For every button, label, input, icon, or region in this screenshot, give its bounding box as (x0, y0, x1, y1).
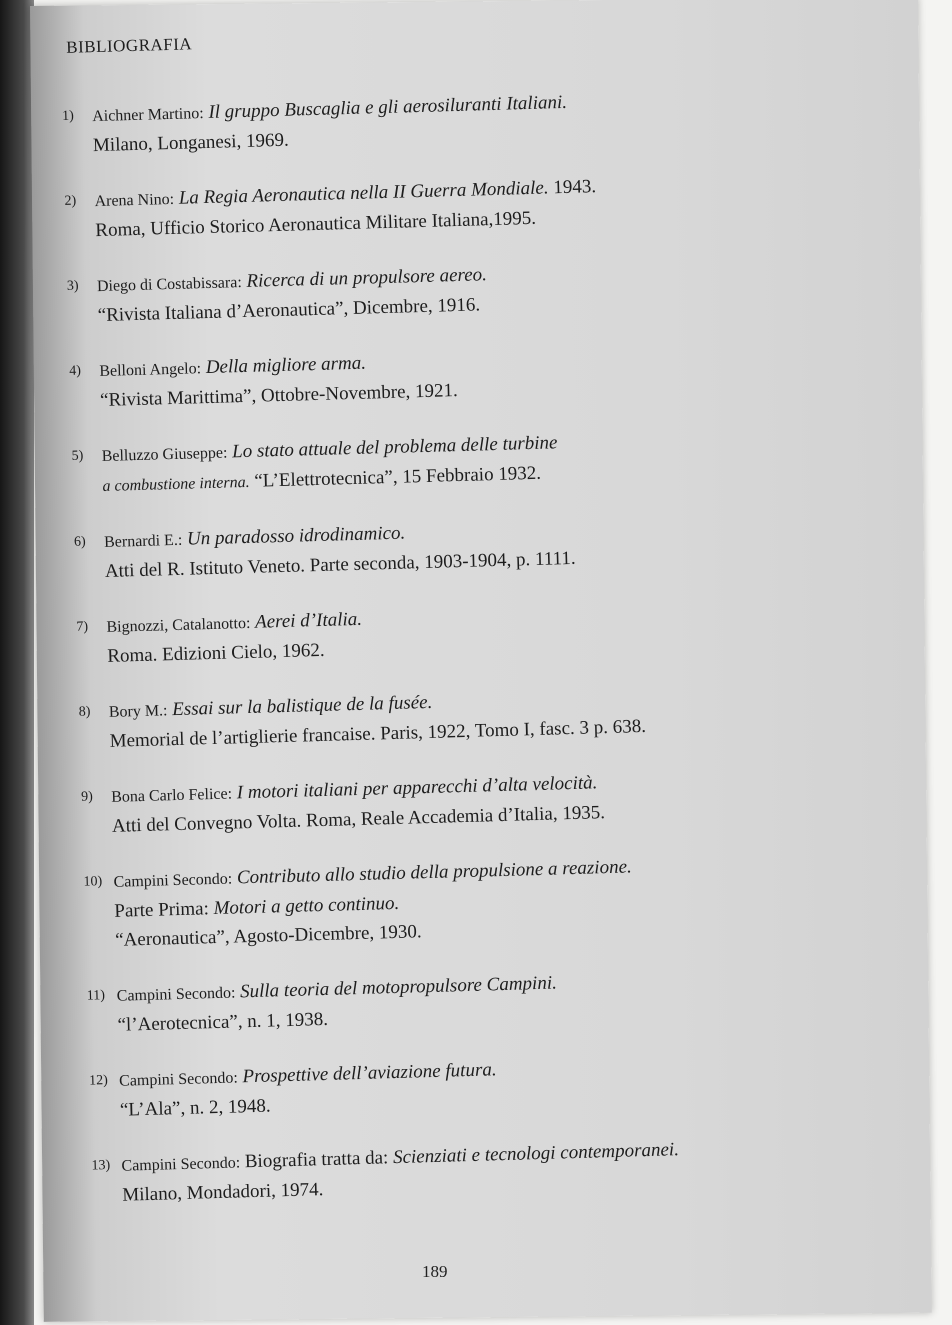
reference-author: Aichner Martino: (91, 105, 204, 126)
reference-item (91, 1129, 912, 1211)
reference-part: Parte Prima: (114, 898, 214, 922)
reference-title: Aerei d’Italia. (254, 608, 363, 633)
reference-item (71, 419, 892, 502)
reference-publication: “L’Ala”, n. 2, 1948. (119, 1095, 271, 1121)
reference-year: 1943. (548, 176, 597, 199)
reference-publication: Milano, Longanesi, 1969. (92, 129, 290, 157)
reference-item (86, 959, 907, 1041)
reference-title: Il gruppo Buscaglia e gli aerosiluranti Italiani. (208, 91, 568, 123)
reference-number: 5) (71, 448, 84, 464)
reference-title: Scienziati e tecnologi contemporanei. (392, 1139, 680, 1169)
reference-number: 1) (61, 108, 75, 124)
reference-title: Prospettive dell’aviazione futura. (242, 1059, 497, 1088)
reference-publication: Atti del R. Istituto Veneto. Parte seconda, 1903-1904, p. 1111. (104, 547, 576, 582)
reference-number: 11) (86, 988, 106, 1004)
reference-number: 3) (66, 278, 79, 294)
reference-author: Arena Nino: (94, 190, 175, 211)
reference-number: 12) (88, 1073, 109, 1089)
reference-author: Bignozzi, Catalanotto: (106, 614, 251, 636)
reference-publication: “Rivista Italiana d’Aeronautica”, Dicembre, 1916. (97, 294, 481, 327)
scan-shadow-edge (0, 0, 34, 1325)
section-heading: BIBLIOGRAFIA (65, 34, 193, 57)
reference-title-continued: a combustione interna. (102, 473, 250, 495)
reference-publication: Memorial de l’artiglierie francaise. Paris, 1922, Tomo I, fasc. 3 p. 638. (109, 715, 647, 752)
reference-item (81, 760, 902, 842)
reference-publication: “L’Elettrotecnica”, 15 Febbraio 1932. (249, 462, 542, 492)
reference-publication: Roma. Edizioni Cielo, 1962. (106, 639, 325, 667)
reference-item (89, 1044, 910, 1126)
reference-author: Bory M.: (108, 702, 168, 721)
reference-item (78, 675, 899, 757)
reference-title: Contributo allo studio della propulsione a reazione. (236, 856, 633, 889)
reference-number: 6) (73, 534, 86, 550)
reference-item (62, 79, 883, 161)
reference-publication: Roma, Ufficio Storico Aeronautica Militare Italiana,1995. (95, 207, 537, 242)
reference-item (64, 164, 885, 246)
reference-title: La Regia Aeronautica nella II Guerra Mondiale. (178, 177, 549, 209)
reference-author: Campini Secondo: (116, 984, 236, 1005)
reference-title: Ricerca di un propulsore aereo. (246, 264, 488, 292)
reference-publication: Milano, Mondadori, 1974. (122, 1179, 324, 1206)
bibliography-section (60, 15, 913, 1236)
page-number: 189 (422, 1262, 448, 1281)
reference-number: 9) (80, 789, 94, 805)
reference-author: Bernardi E.: (103, 531, 183, 551)
reference-number: 10) (83, 874, 103, 890)
reference-number: 4) (69, 363, 82, 379)
reference-publication: Atti del Convegno Volta. Roma, Reale Accademia d’Italia, 1935. (111, 802, 606, 837)
reference-item (69, 334, 890, 416)
reference-source-label: Biografia tratta da: (244, 1147, 394, 1173)
reference-publication: “l’Aerotecnica”, n. 1, 1938. (117, 1008, 329, 1036)
reference-number: 13) (91, 1158, 111, 1174)
reference-title: I motori italiani per apparecchi d’alta velocità. (236, 772, 598, 804)
reference-title: Essai sur la balistique de la fusée. (171, 691, 433, 721)
reference-item (76, 590, 897, 672)
reference-title: Della migliore arma. (205, 352, 367, 379)
reference-author: Bona Carlo Felice: (110, 785, 233, 806)
reference-author: Campini Secondo: (118, 1069, 238, 1090)
reference-number: 2) (64, 193, 77, 209)
reference-author: Belloni Angelo: (99, 360, 202, 381)
reference-title: Un paradosso idrodinamico. (186, 522, 406, 550)
reference-author: Belluzzo Giuseppe: (101, 444, 228, 465)
reference-title: Lo stato attuale del problema delle turbine (231, 432, 558, 463)
reference-number: 8) (78, 704, 91, 720)
reference-item (83, 845, 905, 956)
reference-subtitle: Motori a getto continuo. (213, 892, 400, 920)
reference-item (74, 505, 895, 587)
reference-publication: “Rivista Marittima”, Ottobre-Novembre, 1921. (99, 380, 459, 412)
reference-item (67, 249, 888, 331)
reference-title: Sulla teoria del motopropulsore Campini. (239, 972, 558, 1003)
reference-author: Diego di Costabissara: (96, 274, 243, 296)
reference-publication: “Aeronautica”, Agosto-Dicembre, 1930. (114, 921, 422, 951)
reference-author: Campini Secondo: (121, 1154, 241, 1175)
reference-number: 7) (76, 619, 89, 635)
reference-author: Campini Secondo: (113, 870, 233, 891)
